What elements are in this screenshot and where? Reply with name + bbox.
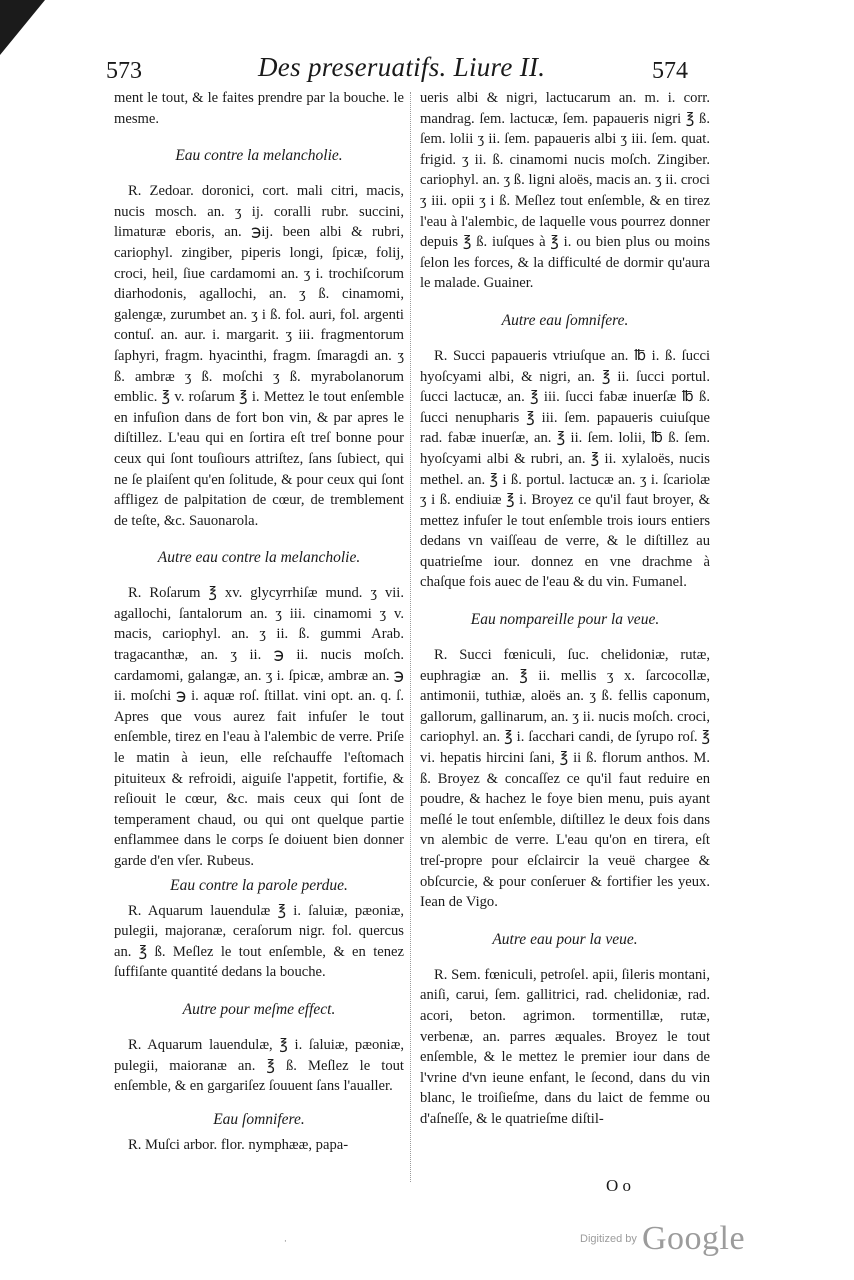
section-heading: Eau nompareille pour la veue. [470, 611, 660, 629]
right-column [420, 88, 710, 1130]
right-page-number: 574 [652, 58, 688, 84]
section-body: R. Succi fœniculi, ſuc. chelidoniæ, rutæ, euphragiæ an. ℥ ii. mellis ʒ x. ſarcocollæ, antimonii, tuthiæ, aloës an. ʒ ß. fellis caponum, gallorum, gallinarum, an. ʒ ii. nucis moſch. croci, cariophyl. an. ℥ i. ſacchari candi, de ſyrupo roſ. ℥ vi. hepatis hircini ſani, ℥ ii ß. florum anthos. M. ß. Broyez & concaſſez ce qu'il faut reduire en poudre, & hachez le foye bien menu, puis ayant meſlé le tout enſemble, diſtillez le deux fois dans vn alembic de verre. L'eau qu'on en tirera, eſt treſ-propre pour eſclaircir la veuë chargee & obſcurcie, & pour conſeruer & fortifier les yeux. Iean de Vigo. [420, 647, 710, 911]
section-body: R. Aquarum lauendulæ, ℥ i. ſaluiæ, pæoniæ, pulegii, maioranæ an. ℥ ß. Meſlez le tout enſemble, & en gargariſez ſouuent ſans l'aualler. [114, 1036, 404, 1095]
section-heading: Eau contre la melancholie. [175, 147, 343, 165]
column-divider [410, 92, 411, 1182]
section-body: R. Sem. fœniculi, petroſel. apii, ſileris montani, aniſi, carui, ſem. gallitrici, rad. chelidoniæ, rad. acori, beton. agrimon. tormentillæ, rutæ, verbenæ, an. parres æquales. Broyez le tout enſemble, & le mettez le premier iour dans de l'vrine d'vn ieune enfant, le ſecond, dans du vin blanc, le troiſieſme, dans du laict de femme ou d'aſneſſe, & le quatrieſme diſtil- [420, 966, 710, 1127]
left-continuation-text: ment le tout, & le faites prendre par la bouche. le mesme. [114, 90, 404, 127]
running-title: Des preseruatifs. Liure II. [258, 52, 546, 82]
page-header [0, 52, 854, 92]
right-continuation-text: ueris albi & nigri, lactucarum an. m. i. corr. mandrag. ſem. lactucæ, ſem. papaueris nigri ℥ ß. ſem. lolii ʒ ii. ſem. papaueris albi ʒ iii. ſem. quat. frigid. ʒ ii. ß. cinamomi nucis moſch. Zingiber. cariophyl. an. ʒ ß. ligni aloës, macis an. ʒ ii. croci ʒ iii. opii ʒ i ß. Meſlez tout enſemble, & en tirez l'eau à l'alembic, de laquelle vous pourrez donner depuis ℥ ß. iuſques à ℥ i. ou bien plus ou moins ſelon les forces, & la difficulté de dormir qu'aura le malade. Guainer. [420, 90, 710, 292]
section-body: R. Roſarum ℥ xv. glycyrrhiſæ mund. ʒ vii. agallochi, ſantalorum an. ʒ iii. cinamomi ʒ v. macis, cariophyl. an. ʒ ii. ß. gummi Arab. tragacanthæ, an. ʒ ii. ℈ ii. nucis moſch. cardamomi, galangæ, an. ʒ i. ſpicæ, ambræ an. ℈ ii. moſchi ℈ i. aquæ roſ. ſtillat. vini opt. an. q. ſ. Apres que vous aurez fait infuſer le tout enſemble, tirez en l'eau à l'alembic de verre. Priſe le matin à ieun, elle reſchauffe l'eſtomach pituiteux & refroidi, aiguiſe l'appetit, fortifie, & reſiouit le cœur, &c. mais ceux qui ſont de temperament chaud, ou qui ont quelque partie enflammee dans le corps ſe doiuent bien donner garde d'en vſer. Rubeus. [114, 585, 404, 869]
section-body: R. Succi papaueris vtriuſque an. ℔ i. ß. ſucci hyoſcyami albi, & nigri, an. ℥ ii. ſucci portul. ſucci lactucæ, an. ℥ iii. ſucci fabæ inuerſæ ℔ ß. ſucci nenupharis ℥ iii. ſem. papaueris cuiuſque rad. fabæ inuerſæ, an. ℥ ii. ſem. lolii, ℔ ß. ſem. hyoſcyami albi & rubri, an. ℥ ii. xylaloës, nucis methel. an. ℥ i ß. portul. lactucæ an. ʒ i. ſcariolæ ʒ i ß. endiuiæ ℥ i. Broyez ce qu'il faut broyer, & mettez infuſer le tout enſemble trois iours entiers dedans vn vaiſſeau de verre, & le diſtillez au quatrieſme iour. donnez en vne drachme à chaſque fois auec de l'eau & du vin. Fumanel. [420, 347, 710, 591]
section-heading: Autre eau contre la melancholie. [157, 549, 361, 567]
page-corner-shadow [0, 0, 45, 55]
section-body: R. Muſci arbor. flor. nymphææ, papa- [128, 1136, 349, 1153]
signature-mark: O o [606, 1176, 632, 1195]
section-heading: Autre pour meſme effect. [182, 1000, 336, 1018]
section-body: R. Aquarum lauendulæ ℥ i. ſaluiæ, pæoniæ, pulegii, majoranæ, ceraſorum nigr. fol. quercus an. ℥ ß. Meſlez le tout enſemble, & en tenez ſuffiſante quantité dedans la bouche. [114, 902, 404, 981]
left-page-number: 573 [106, 58, 142, 84]
stray-mark: · [284, 1237, 287, 1247]
section-heading: Eau ſomnifere. [213, 1110, 305, 1128]
section-heading: Autre eau pour la veue. [492, 930, 638, 948]
section-heading: Eau contre la parole perdue. [170, 876, 348, 894]
left-column [114, 88, 404, 1155]
digitized-by-text: Digitized by [580, 1233, 637, 1245]
google-logo: Google [641, 1220, 746, 1257]
google-watermark [580, 1220, 745, 1258]
section-heading: Autre eau ſomnifere. [501, 311, 629, 329]
section-body: R. Zedoar. doronici, cort. mali citri, macis, nucis mosch. an. ʒ ij. coralli rubr. succini, limaturæ eboris, an. ℈ij. been albi & rubri, cariophyl. zingiber, piperis longi, ſpicæ, folij, croci, heil, ſiue cardamomi an. ʒ i. trochiſcorum diarhodonis, agallochi, an. ʒ ß. cinamomi, galengæ, zurumbet an. ʒ i ß. fol. auri, fol. argenti contuſ. an. aur. i. margarit. ʒ iii. fragmentorum ſaphyri, fragm. hyacinthi, fragm. ſmaragdi an. ʒ ß. ambræ ʒ ß. moſchi ʒ ß. myrabolanorum emblic. ℥ v. roſarum ℥ i. Mettez le tout enſemble en infuſion dans de fort bon vin, & par apres le diſtillez. L'eau qui en ſortira eſt treſ bonne pour ceux qui ſont touſiours attriſtez, ſans ſubiect, qui ne ſe plaiſent qu'en ſolitude, & pour ceux qui ſont affligez de palpitation de cœur, de tremblement de teſte, &c. Sauonarola. [114, 183, 404, 529]
